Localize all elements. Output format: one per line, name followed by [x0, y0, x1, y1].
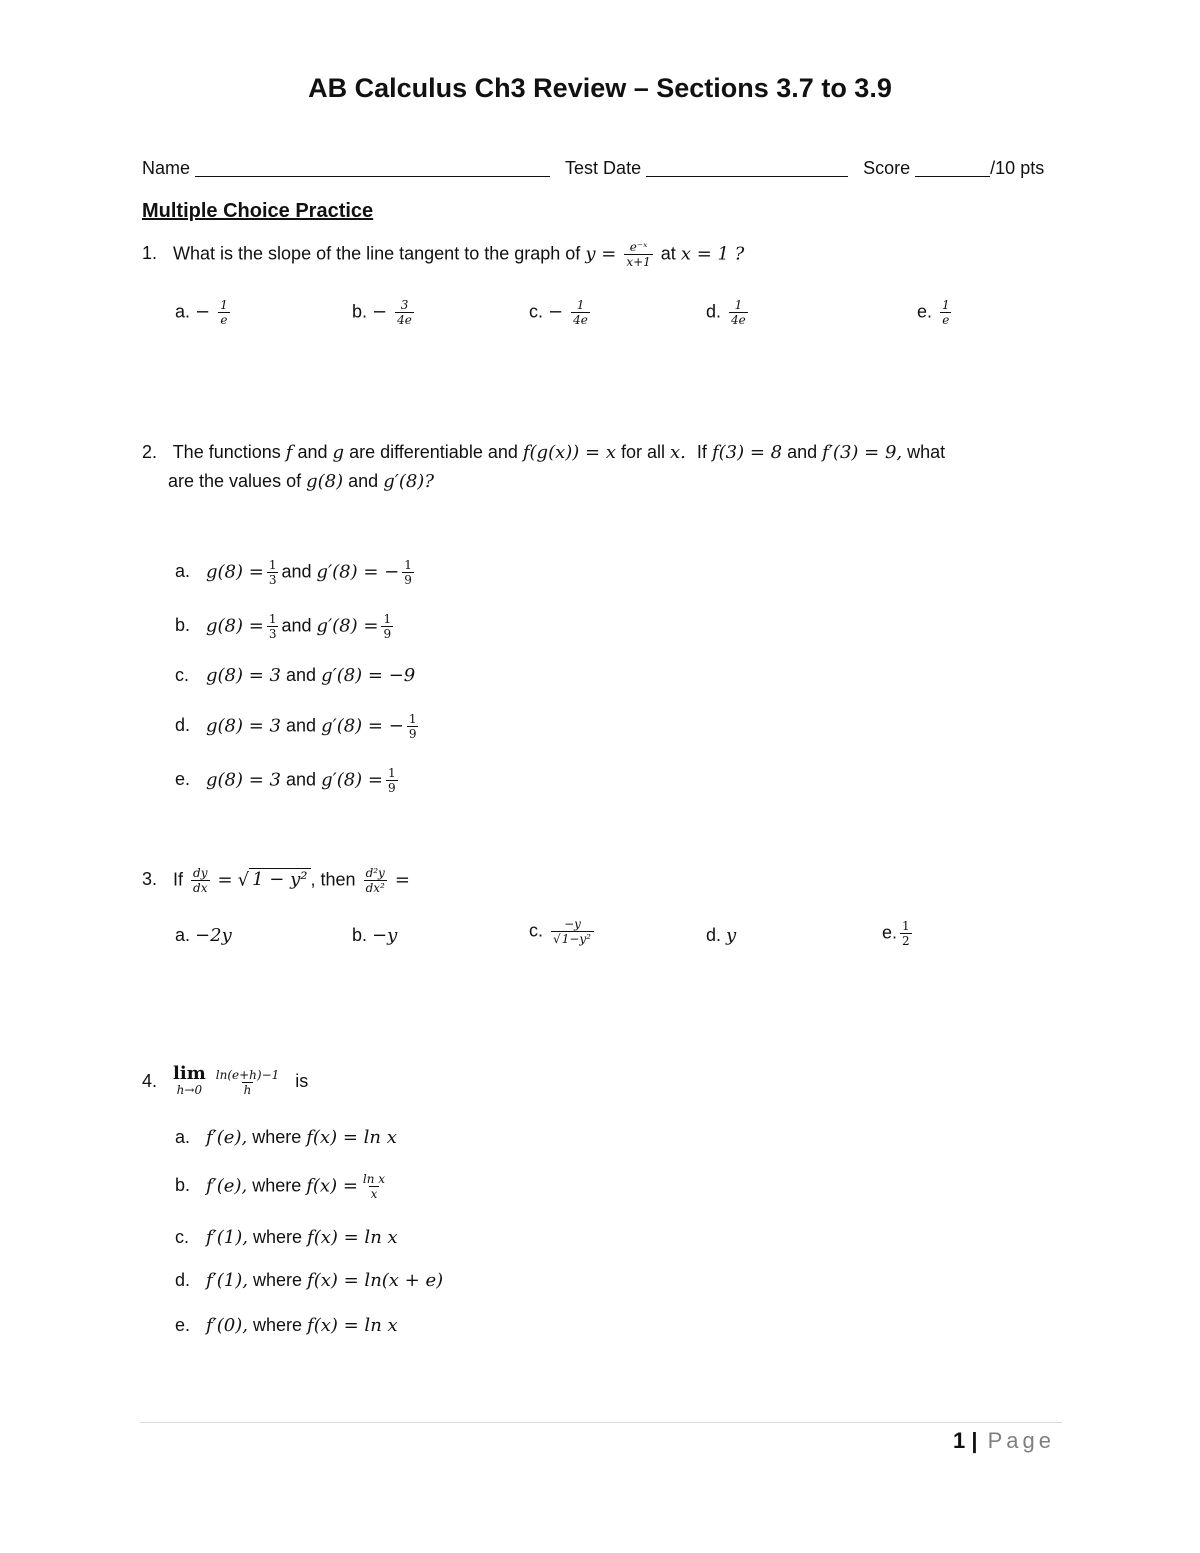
question-number: 1.: [142, 243, 158, 264]
fraction-numerator: −y: [564, 917, 581, 931]
fraction-denominator: 4e: [573, 313, 588, 327]
fraction-denominator: e: [942, 313, 950, 327]
score-suffix: /10 pts: [990, 158, 1045, 178]
choice-sign: −: [195, 301, 211, 323]
choice-lhs: g(8) = 3: [206, 715, 282, 737]
equals-sign: =: [394, 869, 410, 891]
fraction-numerator: 1: [220, 298, 228, 312]
point-value: x = 1 ?: [680, 243, 745, 265]
question-text-at: at: [660, 243, 676, 264]
choice-4e[interactable]: [175, 1315, 398, 1336]
choice-fraction: [940, 298, 952, 327]
header-fields: [142, 156, 1044, 179]
question-1: [142, 240, 744, 269]
choice-1e[interactable]: [917, 298, 955, 327]
choice-derivative: f′(0),: [206, 1315, 248, 1336]
question-number: 2.: [142, 442, 158, 462]
fraction-denominator: x+1: [626, 255, 651, 269]
fraction-numerator: 1: [902, 919, 910, 933]
page-separator: |: [971, 1428, 978, 1453]
choice-3e[interactable]: [882, 919, 915, 948]
name-label: Name: [142, 158, 191, 178]
name-field[interactable]: [195, 156, 550, 177]
choice-function: f(x) = ln x: [307, 1315, 398, 1336]
choice-1d[interactable]: [706, 298, 751, 327]
choice-4d[interactable]: [175, 1270, 443, 1291]
choice-4a[interactable]: [175, 1127, 397, 1148]
question-4: [142, 1063, 309, 1098]
choice-4b[interactable]: [175, 1172, 390, 1201]
fraction-numerator: 1: [268, 558, 277, 572]
choice-derivative: f′(e),: [206, 1127, 248, 1148]
fraction-denominator: x: [370, 1187, 378, 1201]
choice-label: d.: [706, 301, 722, 322]
choice-function: f(x) = ln(x + e): [307, 1270, 444, 1291]
choice-label: a.: [175, 301, 191, 322]
choice-fraction: [551, 917, 594, 946]
choice-label: a.: [175, 561, 191, 582]
derivative-fraction: [191, 866, 209, 895]
fraction-denominator: 2: [902, 934, 910, 948]
question-text: for all: [621, 442, 666, 462]
fraction-numerator: 1: [576, 298, 585, 312]
limit-subscript: h→0: [176, 1083, 203, 1097]
fraction-numerator: 1: [734, 298, 743, 312]
sqrt-expression: √ 1 − y²: [238, 868, 311, 890]
choice-fraction: [571, 298, 590, 327]
choice-2a[interactable]: [175, 558, 417, 587]
question-text: , then: [310, 869, 356, 890]
fraction-numerator: e⁻ˣ: [629, 240, 648, 254]
question-3: [142, 866, 410, 895]
function-f: f: [285, 442, 293, 463]
choice-lhs: g(8) = 3: [206, 769, 282, 791]
question-2-line-2: [168, 471, 434, 492]
choice-label: c.: [529, 920, 544, 941]
score-field[interactable]: [915, 156, 990, 177]
choice-fraction: [407, 712, 419, 741]
fraction-numerator: 1: [388, 766, 396, 780]
fraction-numerator: 1: [404, 558, 412, 572]
choice-and: and: [286, 665, 317, 685]
choice-label: b.: [175, 615, 191, 636]
choice-label: b.: [175, 1175, 191, 1196]
choice-where: where: [253, 1270, 303, 1290]
choice-3c[interactable]: [529, 917, 597, 946]
page-title: AB Calculus Ch3 Review – Sections 3.7 to 3.9: [308, 73, 892, 103]
choice-fraction: [729, 298, 748, 327]
choice-function: f(x) = ln x: [306, 1127, 397, 1148]
fraction-denominator: e: [220, 313, 228, 327]
choice-label: c.: [175, 1227, 190, 1247]
question-text: is: [295, 1070, 309, 1091]
page-footer: [953, 1428, 1055, 1454]
question-text: and: [787, 442, 818, 462]
fraction-numerator: 1: [383, 612, 392, 626]
score-label: Score: [863, 158, 911, 178]
sqrt-body: 1−y²: [561, 932, 591, 946]
choice-label: e.: [882, 922, 898, 943]
question-text: are the values of: [168, 471, 302, 491]
choice-and: and: [286, 715, 317, 736]
choice-value: y: [726, 925, 737, 946]
choice-lhs: g(8) = 3: [206, 665, 282, 686]
choice-fraction: [267, 558, 279, 587]
question-text: If: [696, 442, 707, 462]
fraction-denominator: 9: [408, 727, 417, 741]
choice-where: where: [252, 1127, 302, 1147]
choice-label: a.: [175, 1127, 191, 1147]
choice-where: where: [253, 1227, 303, 1247]
choice-fraction: [402, 558, 414, 587]
fraction-denominator: 4e: [731, 313, 746, 327]
choice-fraction: [381, 612, 393, 641]
fraction-numerator: ln(e+h)−1: [215, 1067, 280, 1082]
fraction-denominator: 9: [388, 781, 396, 795]
second-derivative-fraction: [364, 866, 387, 895]
choice-label: e.: [917, 301, 933, 322]
question-text: What is the slope of the line tangent to the graph of: [173, 243, 581, 264]
choice-2c[interactable]: [175, 665, 415, 686]
fraction-denominator: 4e: [397, 313, 412, 327]
choice-and: and: [286, 769, 317, 790]
fraction-numerator: 1: [408, 712, 417, 726]
fraction-denominator: 3: [268, 573, 277, 587]
function-fraction: [624, 240, 652, 269]
choice-lhs: g(8) =: [206, 615, 264, 637]
choice-sign: −: [372, 301, 388, 323]
choice-4c[interactable]: [175, 1227, 398, 1248]
question-text: If: [173, 869, 184, 890]
g-of-8: g(8): [306, 471, 344, 492]
choice-2d[interactable]: [175, 712, 421, 741]
choice-2e[interactable]: [175, 766, 401, 795]
fraction-denominator: √1−y²: [551, 931, 594, 946]
limit-operator: [173, 1063, 206, 1098]
variable-x: x.: [670, 442, 686, 463]
choice-rhs: g′(8) =: [316, 615, 379, 637]
fraction-denominator: dx: [193, 881, 208, 895]
question-2: [142, 442, 945, 463]
fraction-numerator: 3: [400, 298, 409, 312]
choice-fraction: [361, 1172, 387, 1201]
choice-label: b.: [352, 925, 368, 945]
page-number: 1: [952, 1428, 966, 1453]
choice-and: and: [281, 561, 312, 582]
fraction-denominator: 9: [383, 627, 392, 641]
choice-label: d.: [706, 925, 722, 945]
fraction-numerator: 1: [942, 298, 950, 312]
choice-value: −2y: [195, 925, 232, 946]
choice-derivative: f′(e),: [206, 1175, 248, 1197]
sqrt-body: 1 − y²: [249, 868, 310, 890]
choice-label: c.: [175, 665, 190, 685]
choice-fraction: [900, 919, 912, 948]
choice-value: −y: [372, 925, 398, 946]
question-text: are differentiable and: [349, 442, 518, 462]
choice-fraction: [386, 766, 398, 795]
choice-and: and: [281, 615, 312, 636]
function-lhs: y =: [585, 243, 617, 265]
choice-rhs: g′(8) = −9: [321, 665, 416, 686]
section-heading: Multiple Choice Practice: [142, 200, 374, 222]
choice-rhs: g′(8) = −: [316, 561, 400, 583]
choice-rhs: g′(8) =: [321, 769, 384, 791]
choice-1a[interactable]: [175, 298, 233, 327]
choice-3a[interactable]: [175, 925, 232, 946]
test-date-field[interactable]: [646, 156, 848, 177]
choice-2b[interactable]: [175, 612, 396, 641]
question-number: 4.: [142, 1070, 158, 1091]
g-prime-of-8: g′(8)?: [383, 471, 434, 492]
choice-3b[interactable]: [352, 925, 397, 946]
f-prime-of-3: f′(3) = 9,: [822, 442, 903, 463]
footer-divider: [140, 1422, 1062, 1423]
question-text: and: [348, 471, 379, 491]
limit-word: lim: [173, 1063, 206, 1084]
choice-where: where: [252, 1175, 302, 1196]
choice-fraction: [267, 612, 279, 641]
test-date-label: Test Date: [565, 158, 642, 178]
choice-label: e.: [175, 769, 191, 790]
choice-label: d.: [175, 715, 191, 736]
choice-rhs: g′(8) = −: [321, 715, 404, 737]
question-text: what: [907, 442, 946, 462]
choice-3d[interactable]: [706, 925, 736, 946]
page-word: Page: [987, 1428, 1055, 1453]
fraction-denominator: 9: [404, 573, 412, 587]
choice-derivative: f′(1),: [206, 1270, 248, 1291]
choice-where: where: [253, 1315, 303, 1335]
limit-fraction: [214, 1068, 282, 1097]
equals-sign: =: [217, 869, 233, 891]
choice-sign: −: [548, 301, 564, 323]
f-of-3: f(3) = 8: [711, 442, 783, 463]
choice-label: e.: [175, 1315, 191, 1335]
choice-fraction: [218, 298, 230, 327]
choice-label: a.: [175, 925, 191, 945]
choice-1c[interactable]: [529, 298, 593, 327]
fraction-numerator: dy: [193, 866, 208, 880]
fraction-numerator: 1: [268, 612, 277, 626]
fraction-denominator: h: [243, 1082, 252, 1097]
choice-derivative: f′(1),: [206, 1227, 248, 1248]
choice-label: d.: [175, 1270, 191, 1290]
question-text: The functions: [172, 442, 281, 462]
fraction-numerator: d²y: [365, 866, 385, 880]
fraction-denominator: dx²: [365, 881, 385, 895]
choice-label: b.: [352, 301, 368, 322]
choice-function: f(x) = ln x: [307, 1227, 398, 1248]
composition-expression: f(g(x)) = x: [522, 442, 616, 463]
fraction-denominator: 3: [268, 627, 277, 641]
fraction-numerator: ln x: [362, 1172, 386, 1186]
question-number: 3.: [142, 869, 158, 890]
choice-fraction: [395, 298, 414, 327]
choice-1b[interactable]: [352, 298, 417, 327]
choice-function: f(x) =: [306, 1175, 358, 1197]
choice-lhs: g(8) =: [206, 561, 264, 583]
question-text: and: [297, 442, 328, 462]
function-g: g: [332, 442, 345, 463]
choice-label: c.: [529, 301, 544, 322]
